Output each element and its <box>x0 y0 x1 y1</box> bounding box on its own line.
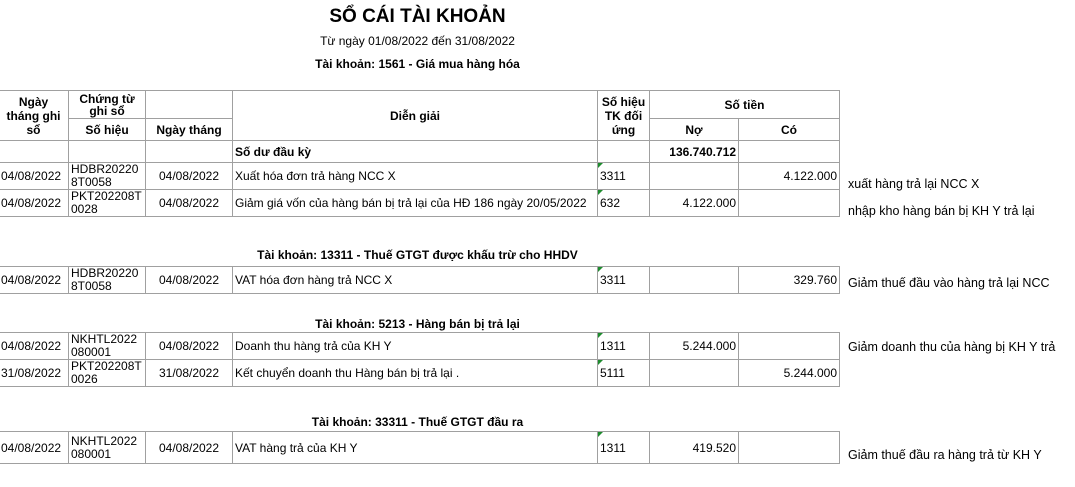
row-doc-date: 04/08/2022 <box>146 163 233 190</box>
header-debit: Nợ <box>650 119 739 141</box>
row-date: 04/08/2022 <box>0 333 69 360</box>
ledger-table-13311 <box>0 266 840 294</box>
row-doc-date: 04/08/2022 <box>146 432 233 464</box>
row-description: Kết chuyển doanh thu Hàng bán bị trả lại . <box>233 360 598 387</box>
row-doc-no: HDBR202208T0058 <box>69 163 146 190</box>
header-date: Ngày tháng ghi sổ <box>0 91 69 141</box>
header-contra-account: Số hiệu TK đối ứng <box>598 91 650 141</box>
account-title-13311: Tài khoản: 13311 - Thuế GTGT được khấu trừ cho HHDV <box>257 248 578 262</box>
row-doc-date: 04/08/2022 <box>146 267 233 294</box>
comment-marker-icon <box>598 432 603 437</box>
header-amount: Số tiền <box>650 91 840 119</box>
row-contra-account: 632 <box>598 190 650 217</box>
account-title-1561: Tài khoản: 1561 - Giá mua hàng hóa <box>315 57 520 71</box>
account-title-5213: Tài khoản: 5213 - Hàng bán bị trả lại <box>315 317 520 331</box>
row-credit <box>739 333 840 360</box>
header-voucher-date: Ngày tháng <box>146 119 233 141</box>
row-debit: 419.520 <box>650 432 739 464</box>
header-description: Diễn giải <box>233 91 598 141</box>
row-doc-date: 04/08/2022 <box>146 333 233 360</box>
row-debit <box>650 267 739 294</box>
comment-marker-icon <box>598 163 603 168</box>
opening-empty <box>598 141 650 163</box>
note: Giảm thuế đầu vào hàng trả lại NCC <box>848 276 1050 290</box>
row-description: Xuất hóa đơn trả hàng NCC X <box>233 163 598 190</box>
row-debit: 5.244.000 <box>650 333 739 360</box>
header-voucher: Chứng từ ghi sổ <box>69 91 146 119</box>
report-title: SỔ CÁI TÀI KHOẢN <box>329 6 506 27</box>
ledger-table-5213 <box>0 332 840 387</box>
row-doc-no: PKT202208T0026 <box>69 360 146 387</box>
note: Giảm thuế đầu ra hàng trả từ KH Y <box>848 448 1042 462</box>
row-description: Doanh thu hàng trả của KH Y <box>233 333 598 360</box>
opening-balance-debit: 136.740.712 <box>650 141 739 163</box>
row-date: 04/08/2022 <box>0 163 69 190</box>
row-contra-account: 1311 <box>598 432 650 464</box>
row-doc-date: 31/08/2022 <box>146 360 233 387</box>
row-contra-account: 3311 <box>598 267 650 294</box>
comment-marker-icon <box>598 267 603 272</box>
opening-balance-label: Số dư đầu kỳ <box>233 141 598 163</box>
row-date: 31/08/2022 <box>0 360 69 387</box>
comment-marker-icon <box>598 333 603 338</box>
comment-marker-icon <box>598 190 603 195</box>
row-contra-account: 3311 <box>598 163 650 190</box>
table-row <box>0 432 840 464</box>
ledger-table-1561 <box>0 90 840 217</box>
row-credit: 4.122.000 <box>739 163 840 190</box>
header-credit: Có <box>739 119 840 141</box>
row-credit: 5.244.000 <box>739 360 840 387</box>
row-debit <box>650 360 739 387</box>
row-doc-no: NKHTL2022080001 <box>69 432 146 464</box>
opening-empty <box>146 141 233 163</box>
account-title-33311: Tài khoản: 33311 - Thuế GTGT đầu ra <box>311 415 524 429</box>
row-contra-account: 1311 <box>598 333 650 360</box>
row-description: VAT hàng trả của KH Y <box>233 432 598 464</box>
row-credit: 329.760 <box>739 267 840 294</box>
row-description: Giảm giá vốn của hàng bán bị trả lại của HĐ 186 ngày 20/05/2022 <box>233 190 598 217</box>
note: nhập kho hàng bán bị KH Y trả lại <box>848 204 1035 218</box>
table-row <box>0 267 840 294</box>
row-contra-account: 5111 <box>598 360 650 387</box>
row-doc-no: PKT202208T0028 <box>69 190 146 217</box>
opening-empty <box>69 141 146 163</box>
row-doc-no: HDBR202208T0058 <box>69 267 146 294</box>
table-row <box>0 190 840 217</box>
row-doc-date: 04/08/2022 <box>146 190 233 217</box>
opening-empty <box>739 141 840 163</box>
table-row <box>0 333 840 360</box>
row-description: VAT hóa đơn hàng trả NCC X <box>233 267 598 294</box>
opening-empty <box>0 141 69 163</box>
header-empty <box>146 91 233 119</box>
comment-marker-icon <box>598 360 603 365</box>
header-voucher-no: Số hiệu <box>69 119 146 141</box>
row-date: 04/08/2022 <box>0 267 69 294</box>
row-debit: 4.122.000 <box>650 190 739 217</box>
row-credit <box>739 190 840 217</box>
report-period: Từ ngày 01/08/2022 đến 31/08/2022 <box>320 34 515 48</box>
ledger-table-33311 <box>0 431 840 464</box>
note: Giảm doanh thu của hàng bị KH Y trả <box>848 340 1056 354</box>
row-debit <box>650 163 739 190</box>
note: xuất hàng trả lại NCC X <box>848 177 980 191</box>
table-row <box>0 163 840 190</box>
row-credit <box>739 432 840 464</box>
row-date: 04/08/2022 <box>0 432 69 464</box>
table-row <box>0 360 840 387</box>
row-doc-no: NKHTL2022080001 <box>69 333 146 360</box>
row-date: 04/08/2022 <box>0 190 69 217</box>
